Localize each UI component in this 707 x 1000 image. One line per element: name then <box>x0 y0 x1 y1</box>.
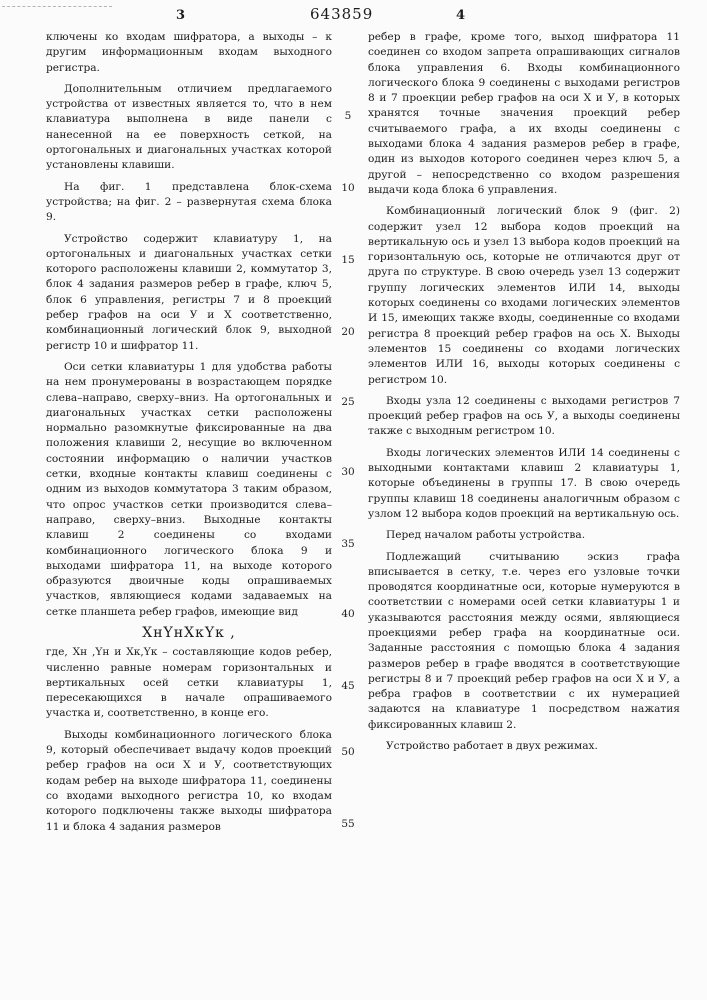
paragraph: Входы логических элементов ИЛИ 14 соединены с выходными контактами клавиш 2 клавиатуры 1, которые объединены в группы 17. В свою очередь группы клавиш 18 соединены аналогичным образом с узлом 12 выбора кодов проекций на вертикальную ось. <box>368 446 680 522</box>
paragraph: где, Xн ,Yн и Xк,Yк – составляющие кодов ребер, численно равные номерам горизонтальных и вертикальных осей сетки клавиатуры 1, пересекающихся в начале опрашиваемого участка и, соответственно, в конце его. <box>46 645 332 721</box>
paragraph: Подлежащий считыванию эскиз графа вписывается в сетку, т.е. через его узловые точки проводятся координатные оси, которые нумеруются в соответствии с номерами осей сетки клавиатуры 1 и указываются расстояния между осями, являющиеся проекциями ребер графа на координатные оси. Заданные расстояния с помощью блока 4 задания размеров ребер в графе вводятся в соответствующие регистры 8 и 7 проекций ребер графов на оси Х и У, а ребра графов в соответствии с их нумерацией задаются на клавиатуре 1 посредством нажатия фиксированных клавиш 2. <box>368 550 680 734</box>
line-number: 20 <box>338 326 358 338</box>
paragraph: Перед началом работы устройства. <box>368 528 680 543</box>
line-number: 50 <box>338 746 358 758</box>
paragraph: Оси сетки клавиатуры 1 для удобства работы на нем пронумерованы в возрастающем порядке слева–направо, сверху–вниз. На ортогональных и диагональных участках сетки расположены нормально разомкнутые фиксированные на два положения клавиши 2, несущие во включенном состоянии информацию о наличии участков сетки, входные контакты клавиш соединены с одним из выходов коммутатора 3 таким образом, что опрос участков сетки производится слева–направо, сверху–вниз. Выходные контакты клавиш 2 соединены со входами комбинационного логического блока 9 и выходами шифратора 11, на выходе которого образуются двоичные коды опрашиваемых участков, являющиеся кодами задаваемых на сетке планшета ребер графов, имеющие вид <box>46 360 332 620</box>
line-number: 15 <box>338 254 358 266</box>
line-number: 55 <box>338 818 358 830</box>
line-number: 35 <box>338 538 358 550</box>
page-number-left: 3 <box>176 8 185 23</box>
paragraph: На фиг. 1 представлена блок-схема устройства; на фиг. 2 – развернутая схема блока 9. <box>46 180 332 226</box>
document-number: 643859 <box>310 5 373 23</box>
line-number: 5 <box>338 110 358 122</box>
line-number: 30 <box>338 466 358 478</box>
line-number: 45 <box>338 680 358 692</box>
paragraph: Дополнительным отличием предлагаемого устройства от известных является то, что в нем клавиатура выполнена в виде панели с нанесенной на ее поверхность сеткой, на ортогональных и диагональных участках которой установлены клавиши. <box>46 82 332 174</box>
line-number: 10 <box>338 182 358 194</box>
paragraph: ребер в графе, кроме того, выход шифратора 11 соединен со входом запрета опрашивающих сигналов блока управления 6. Входы комбинационного логического блока 9 соединены с выходами регистров 8 и 7 проекции ребер графов на оси Х и У, в которых хранятся точные значения проекций ребер считываемого графа, а их входы соединены с выходами блока 4 задания размеров ребер в графе, один из выходов которого соединен через ключ 5, а другой – непосредственно со входом разрешения выдачи кода блока 6 управления. <box>368 30 680 198</box>
paragraph: Комбинационный логический блок 9 (фиг. 2) содержит узел 12 выбора кодов проекций на вертикальную ось и узел 13 выбора кодов проекций на горизонтальную ось, которые не отличаются друг от друга по структуре. В свою очередь узел 13 содержит группу логических элементов ИЛИ 14, выходы которых соединены со входами логических элементов И 15, имеющих также входы, соединенные со входами регистра 8 проекций ребер графов на ось Х. Выходы элементов 15 соединены со входами логических элементов ИЛИ 16, выходы которых соединены с регистром 10. <box>368 204 680 388</box>
paragraph: ключены ко входам шифратора, а выходы – к другим информационным входам выходного регистра. <box>46 30 332 76</box>
patent-page <box>0 0 707 1000</box>
right-text-column <box>368 30 680 760</box>
left-text-column <box>46 30 332 841</box>
scan-artifact <box>2 6 112 11</box>
line-number: 40 <box>338 608 358 620</box>
paragraph: Устройство работает в двух режимах. <box>368 739 680 754</box>
paragraph: Входы узла 12 соединены с выходами регистров 7 проекций ребер графов на ось У, а выходы соединены также с выходным регистром 10. <box>368 394 680 440</box>
line-number: 25 <box>338 396 358 408</box>
code-formula: XнYнXкYк , <box>46 626 332 641</box>
paragraph: Выходы комбинационного логического блока 9, который обеспечивает выдачу кодов проекций ребер графов на оси Х и У, соответствующих кодам ребер на выходе шифратора 11, соединены со входами выходного регистра 10, ко входам которого подключены также выходы шифратора 11 и блока 4 задания размеров <box>46 728 332 835</box>
page-number-right: 4 <box>456 8 465 23</box>
paragraph: Устройство содержит клавиатуру 1, на ортогональных и диагональных участках сетки которого расположены клавиши 2, коммутатор 3, блок 4 задания размеров ребер в графе, ключ 5, блок 6 управления, регистры 7 и 8 проекций ребер графов на оси У и Х соответственно, комбинационный логический блок 9, выходной регистр 10 и шифратор 11. <box>46 232 332 354</box>
